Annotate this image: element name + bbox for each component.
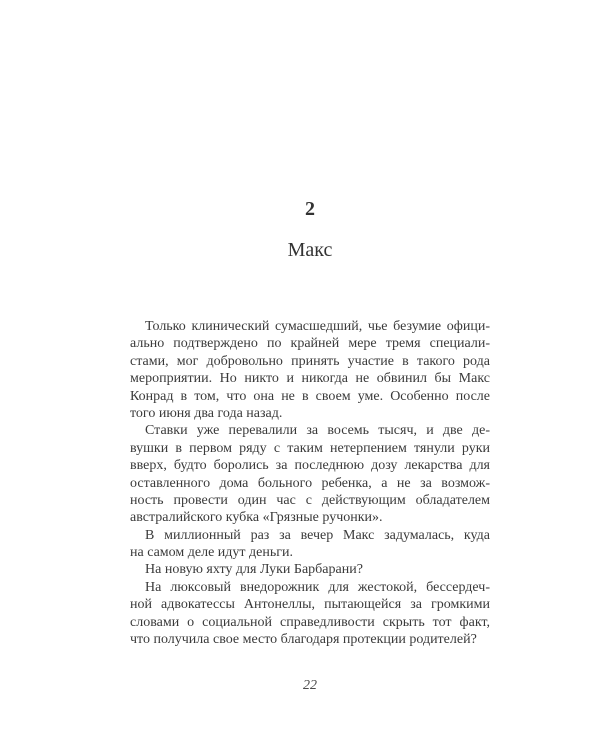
text-line: на самом деле идут деньги. (130, 545, 293, 561)
text-line: ность провести один час с действующим обладателем (130, 492, 490, 508)
text-line: вушки в первом ряду с таким нетерпением тянули руки (130, 440, 490, 456)
text-line: того июня два года назад. (130, 405, 283, 421)
text-line: австралийского кубка «Грязные ручонки». (130, 510, 383, 526)
text-line: что получила свое место благодаря протекции родителей? (130, 632, 477, 648)
text-line: стами, мог добровольно принять участие в такого рода (130, 353, 490, 369)
text-line: Только клинический сумасшедший, чье безумие офици- (145, 319, 490, 334)
text-line: вверх, будто боролись за последнюю дозу лекарства для (130, 458, 490, 474)
text-line: На люксовый внедорожник для жестокой, бессердеч- (145, 579, 490, 595)
paragraph (130, 561, 490, 578)
text-line: Конрад в том, что она не в своем уме. Особенно после (130, 388, 490, 404)
text-line: ной адвокатессы Антонеллы, пытающейся за громкими (130, 597, 490, 613)
paragraph (130, 422, 490, 526)
text-line: Ставки уже перевалили за восемь тысяч, и две де- (145, 423, 490, 439)
text-line: словами о социальной справедливости скрыть тот факт, (130, 614, 490, 630)
paragraph (130, 579, 490, 649)
text-line: мероприятии. Но никто и никогда не обвинил бы Макс (130, 371, 490, 387)
chapter-number: 2 (305, 198, 315, 220)
paragraph (130, 318, 490, 422)
paragraph (130, 527, 490, 562)
text-line: На новую яхту для Луки Барбарани? (145, 562, 363, 578)
page-number: 22 (303, 678, 317, 693)
chapter-title: Макс (287, 239, 333, 261)
text-block (130, 318, 490, 648)
text-line: оставленного дома больного ребенка, а не за возмож- (130, 475, 490, 491)
text-line: В миллионный раз за вечер Макс задумалась, куда (145, 527, 490, 543)
text-line: ально подтверждено по крайней мере тремя специали- (130, 336, 490, 352)
